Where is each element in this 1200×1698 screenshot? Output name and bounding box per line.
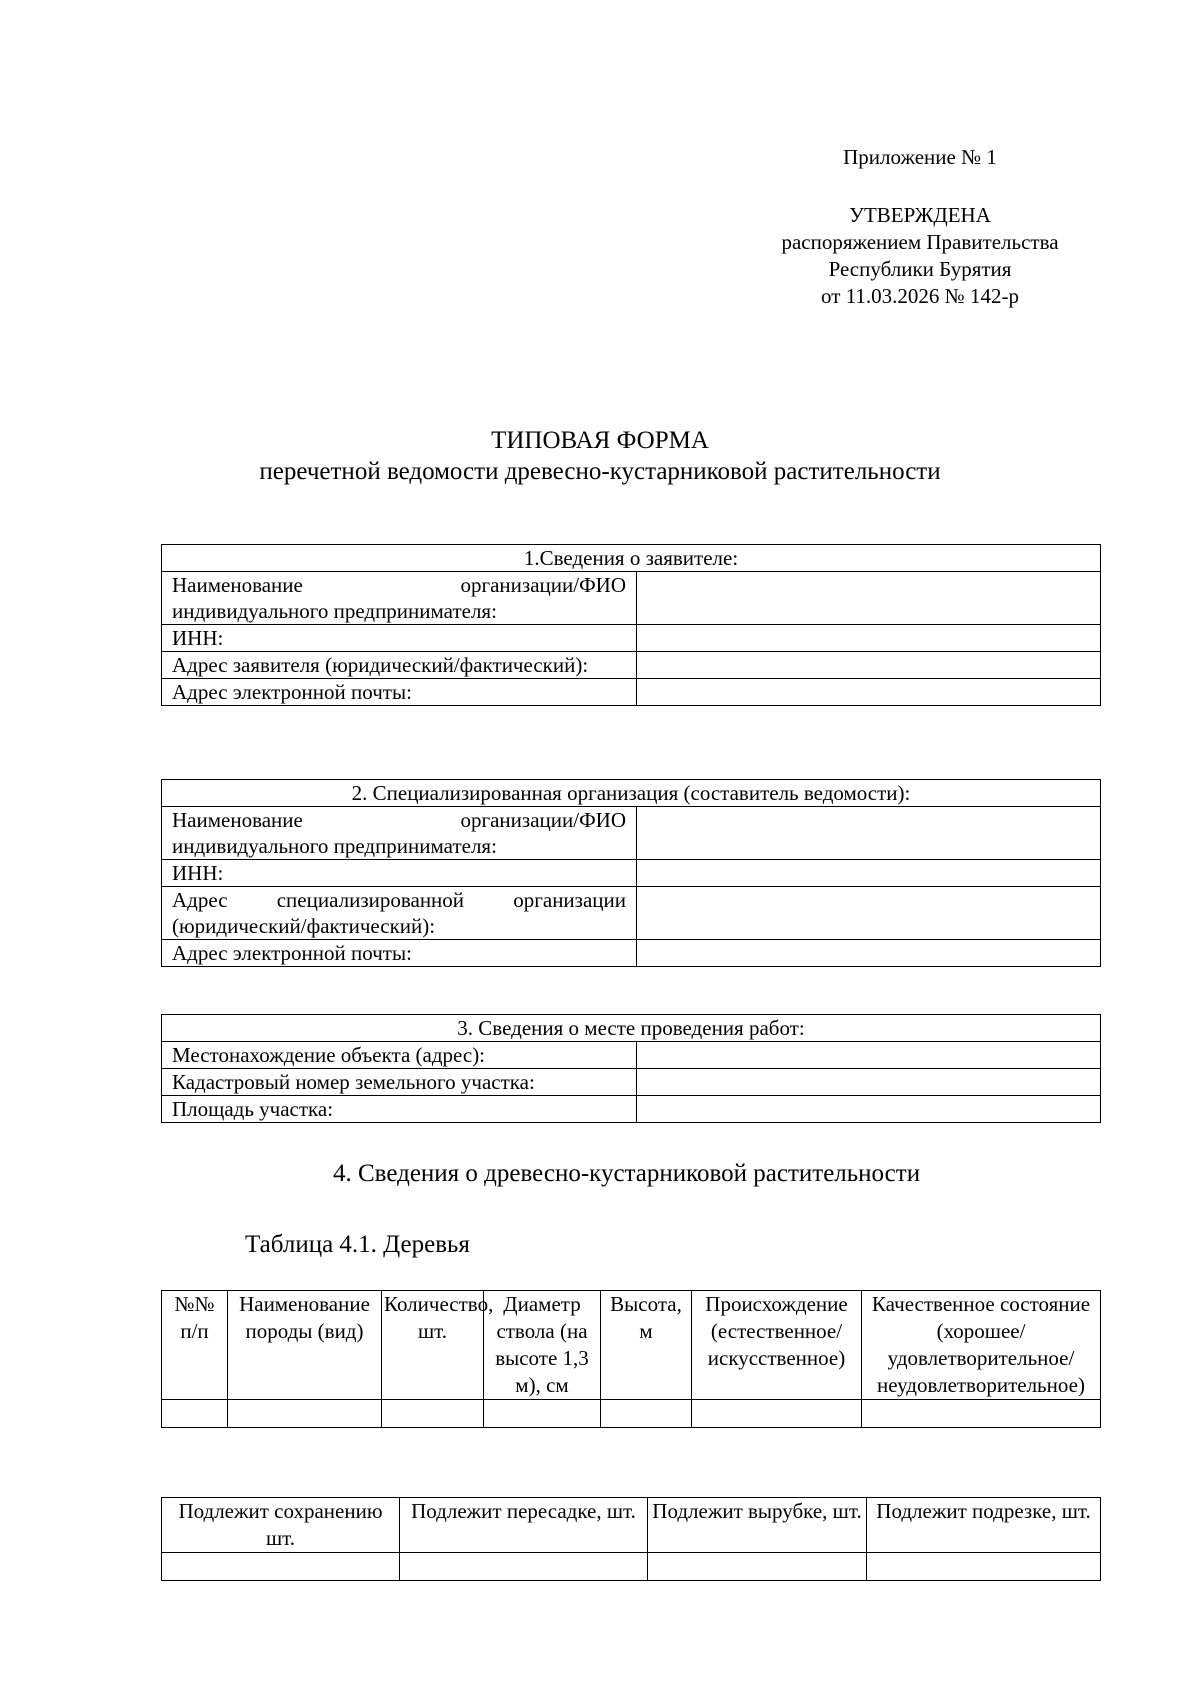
- org-name-label: Наименование организации/ФИО индивидуального предпринимателя:: [162, 807, 637, 860]
- org-address-field[interactable]: [637, 887, 1101, 940]
- org-name-field[interactable]: [637, 807, 1101, 860]
- applicant-email-field[interactable]: [637, 679, 1101, 706]
- specialized-org-table: [161, 779, 1101, 967]
- condition-cell[interactable]: [862, 1400, 1101, 1428]
- cadastral-number-field[interactable]: [637, 1069, 1101, 1096]
- appendix-label: Приложение № 1: [843, 145, 997, 169]
- col-origin-header: Происхождение (естественное/искусственное): [692, 1291, 862, 1400]
- felling-cell[interactable]: [648, 1553, 867, 1581]
- number-cell[interactable]: [162, 1400, 228, 1428]
- origin-cell[interactable]: [692, 1400, 862, 1428]
- trees-table: [161, 1290, 1101, 1428]
- table-row: [162, 1400, 1101, 1428]
- height-cell[interactable]: [601, 1400, 692, 1428]
- applicant-inn-field[interactable]: [637, 625, 1101, 652]
- cadastral-number-label: Кадастровый номер земельного участка:: [162, 1069, 637, 1096]
- site-area-field[interactable]: [637, 1096, 1101, 1123]
- applicant-table-header: 1.Сведения о заявителе:: [162, 545, 1101, 572]
- approved-by-region: Республики Бурятия: [828, 257, 1012, 281]
- approved-label: УТВЕРЖДЕНА: [849, 203, 991, 227]
- site-area-label: Площадь участка:: [162, 1096, 637, 1123]
- work-site-table: [161, 1014, 1101, 1123]
- applicant-name-field[interactable]: [637, 572, 1101, 625]
- diameter-cell[interactable]: [484, 1400, 601, 1428]
- col-condition-header: Качественное состояние (хорошее/удовлетворительное/неудовлетворительное): [862, 1291, 1101, 1400]
- felling-header: Подлежит вырубке, шт.: [648, 1498, 867, 1553]
- transplant-header: Подлежит пересадке, шт.: [400, 1498, 648, 1553]
- col-quantity-header: Количество, шт.: [382, 1291, 484, 1400]
- org-address-label: Адрес специализированной организации (юридический/фактический):: [162, 887, 637, 940]
- transplant-cell[interactable]: [400, 1553, 648, 1581]
- applicant-email-label: Адрес электронной почты:: [162, 679, 637, 706]
- pruning-header: Подлежит подрезке, шт.: [867, 1498, 1101, 1553]
- quantity-cell[interactable]: [382, 1400, 484, 1428]
- tree-fate-table: [161, 1497, 1101, 1581]
- col-diameter-header: Диаметр ствола (на высоте 1,3 м), см: [484, 1291, 601, 1400]
- title-main: ТИПОВАЯ ФОРМА: [491, 427, 709, 454]
- approved-date-number: от 11.03.2026 № 142-р: [821, 284, 1019, 308]
- applicant-name-label: Наименование организации/ФИО индивидуального предпринимателя:: [162, 572, 637, 625]
- title-sub: перечетной ведомости древесно-кустарниковой растительности: [259, 458, 941, 485]
- approved-by-line: распоряжением Правительства: [781, 230, 1059, 254]
- applicant-address-label: Адрес заявителя (юридический/фактический):: [162, 652, 637, 679]
- vegetation-section-title: 4. Сведения о древесно-кустарниковой растительности: [333, 1160, 921, 1187]
- applicant-address-field[interactable]: [637, 652, 1101, 679]
- trees-table-title: Таблица 4.1. Деревья: [245, 1231, 470, 1258]
- specialized-org-table-header: 2. Специализированная организация (составитель ведомости):: [162, 780, 1101, 807]
- applicant-table: [161, 544, 1101, 706]
- org-email-field[interactable]: [637, 940, 1101, 967]
- site-location-field[interactable]: [637, 1042, 1101, 1069]
- preserve-cell[interactable]: [162, 1553, 400, 1581]
- pruning-cell[interactable]: [867, 1553, 1101, 1581]
- col-species-header: Наименование породы (вид): [228, 1291, 382, 1400]
- applicant-inn-label: ИНН:: [162, 625, 637, 652]
- col-number-header: №№ п/п: [162, 1291, 228, 1400]
- site-location-label: Местонахождение объекта (адрес):: [162, 1042, 637, 1069]
- table-row: [162, 1553, 1101, 1581]
- org-inn-label: ИНН:: [162, 860, 637, 887]
- preserve-header: Подлежит сохранению шт.: [162, 1498, 400, 1553]
- species-cell[interactable]: [228, 1400, 382, 1428]
- document-title: [0, 425, 1200, 487]
- org-email-label: Адрес электронной почты:: [162, 940, 637, 967]
- col-height-header: Высота, м: [601, 1291, 692, 1400]
- work-site-table-header: 3. Сведения о месте проведения работ:: [162, 1015, 1101, 1042]
- org-inn-field[interactable]: [637, 860, 1101, 887]
